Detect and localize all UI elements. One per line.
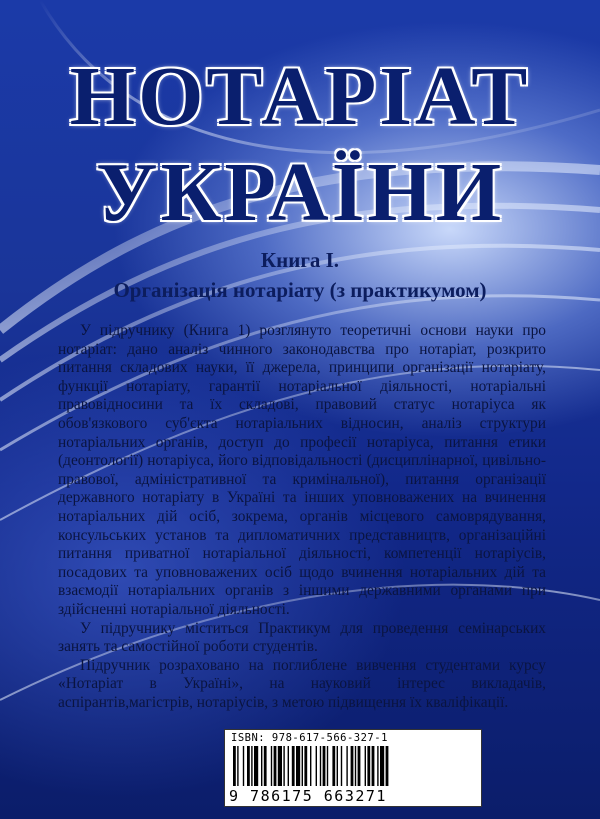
barcode-bar xyxy=(327,746,328,786)
barcode-bar xyxy=(377,746,378,786)
barcode-bar xyxy=(320,746,321,786)
barcode-bar xyxy=(365,746,366,786)
barcode-bar xyxy=(332,746,335,786)
barcode-bar xyxy=(351,746,354,786)
barcode-bar xyxy=(274,746,277,786)
barcode-bar xyxy=(296,746,300,786)
barcode-bar xyxy=(302,746,303,786)
barcode-bar xyxy=(386,746,389,786)
barcode-bar xyxy=(316,746,317,786)
barcode-bar xyxy=(237,746,238,786)
barcode-bar xyxy=(247,746,250,786)
barcode-bar xyxy=(367,746,370,786)
book-subtitle: Організація нотаріату (з практикумом) xyxy=(113,278,487,302)
barcode-bar xyxy=(261,746,262,786)
isbn-label: ISBN: 978-617-566-327-1 xyxy=(231,732,388,744)
title-line-2: УКРАЇНИ xyxy=(95,146,505,239)
title-line-1: НОТАРІАТ xyxy=(69,50,531,143)
barcode-bar xyxy=(380,746,384,786)
barcode-bar xyxy=(254,746,258,786)
barcode-digits: 9 786175 663271 xyxy=(229,787,387,805)
description xyxy=(58,322,546,712)
barcode-bar xyxy=(372,746,375,786)
barcode-bar xyxy=(233,746,236,786)
barcode-bar xyxy=(323,746,326,786)
barcode-bar xyxy=(264,746,267,786)
barcode-bar xyxy=(243,746,244,786)
barcode-bar xyxy=(355,746,356,786)
description-paragraph: У підручнику міститься Практикум для проведення семінарських занять та самостійної роботи студентів. xyxy=(58,619,546,656)
isbn-barcode-box xyxy=(224,729,482,807)
barcode-bar xyxy=(288,746,289,786)
barcode-bar xyxy=(271,746,272,786)
barcode-bar xyxy=(346,746,347,786)
barcode-bar xyxy=(310,746,311,786)
barcode-bar xyxy=(304,746,307,786)
book-number: Книга І. xyxy=(260,248,340,272)
description-paragraph: У підручнику (Книга 1) розглянуто теоретичні основи науки про нотаріат: дано аналіз чинного законодавства про нотаріат, розкрито питання складових науки, її джерела, принципи організації нотаріату, функції нотаріату, гарантії нотаріальної діяльності, нотаріальні правовідносини та їх складові, правовий статус нотаріуса як обов'язкового суб'єкта нотаріальних відносин, аналіз структури нотаріальних органів, доступ до професії нотаріуса, питання етики (деонтології) нотаріуса, його відповідальності (дисциплінарної, цивільно-правової, адміністративної та кримінальної), питання організації державного нотаріату в Україні та інших уповноважених на вчинення нотаріальних дій осіб, зокрема, органів місцевого самоврядування, консульських установ та дипломатичних представництв, організаційні питання приватної нотаріальної діяльності, компетенції нотаріусів, посадових та уповноважених осіб щодо вчинення нотаріальних дій та взаємодії нотаріальних органів з іншими державними органами при здійсненні нотаріальної діяльності. xyxy=(58,322,546,618)
barcode-bar xyxy=(358,746,361,786)
description-paragraph: Підручник розраховано на поглиблене вивчення студентами курсу «Нотаріат в Україні», на науковий інтерес викладачів, аспірантів,магістрів, нотаріусів, з метою підвищення їх кваліфікації. xyxy=(58,656,546,711)
barcode-bar xyxy=(292,746,295,786)
barcode-bar xyxy=(283,746,284,786)
barcode-bar xyxy=(341,746,342,786)
barcode-icon xyxy=(233,746,473,786)
barcode-bar xyxy=(337,746,338,786)
barcode-bar xyxy=(278,746,282,786)
barcode-bar xyxy=(251,746,252,786)
